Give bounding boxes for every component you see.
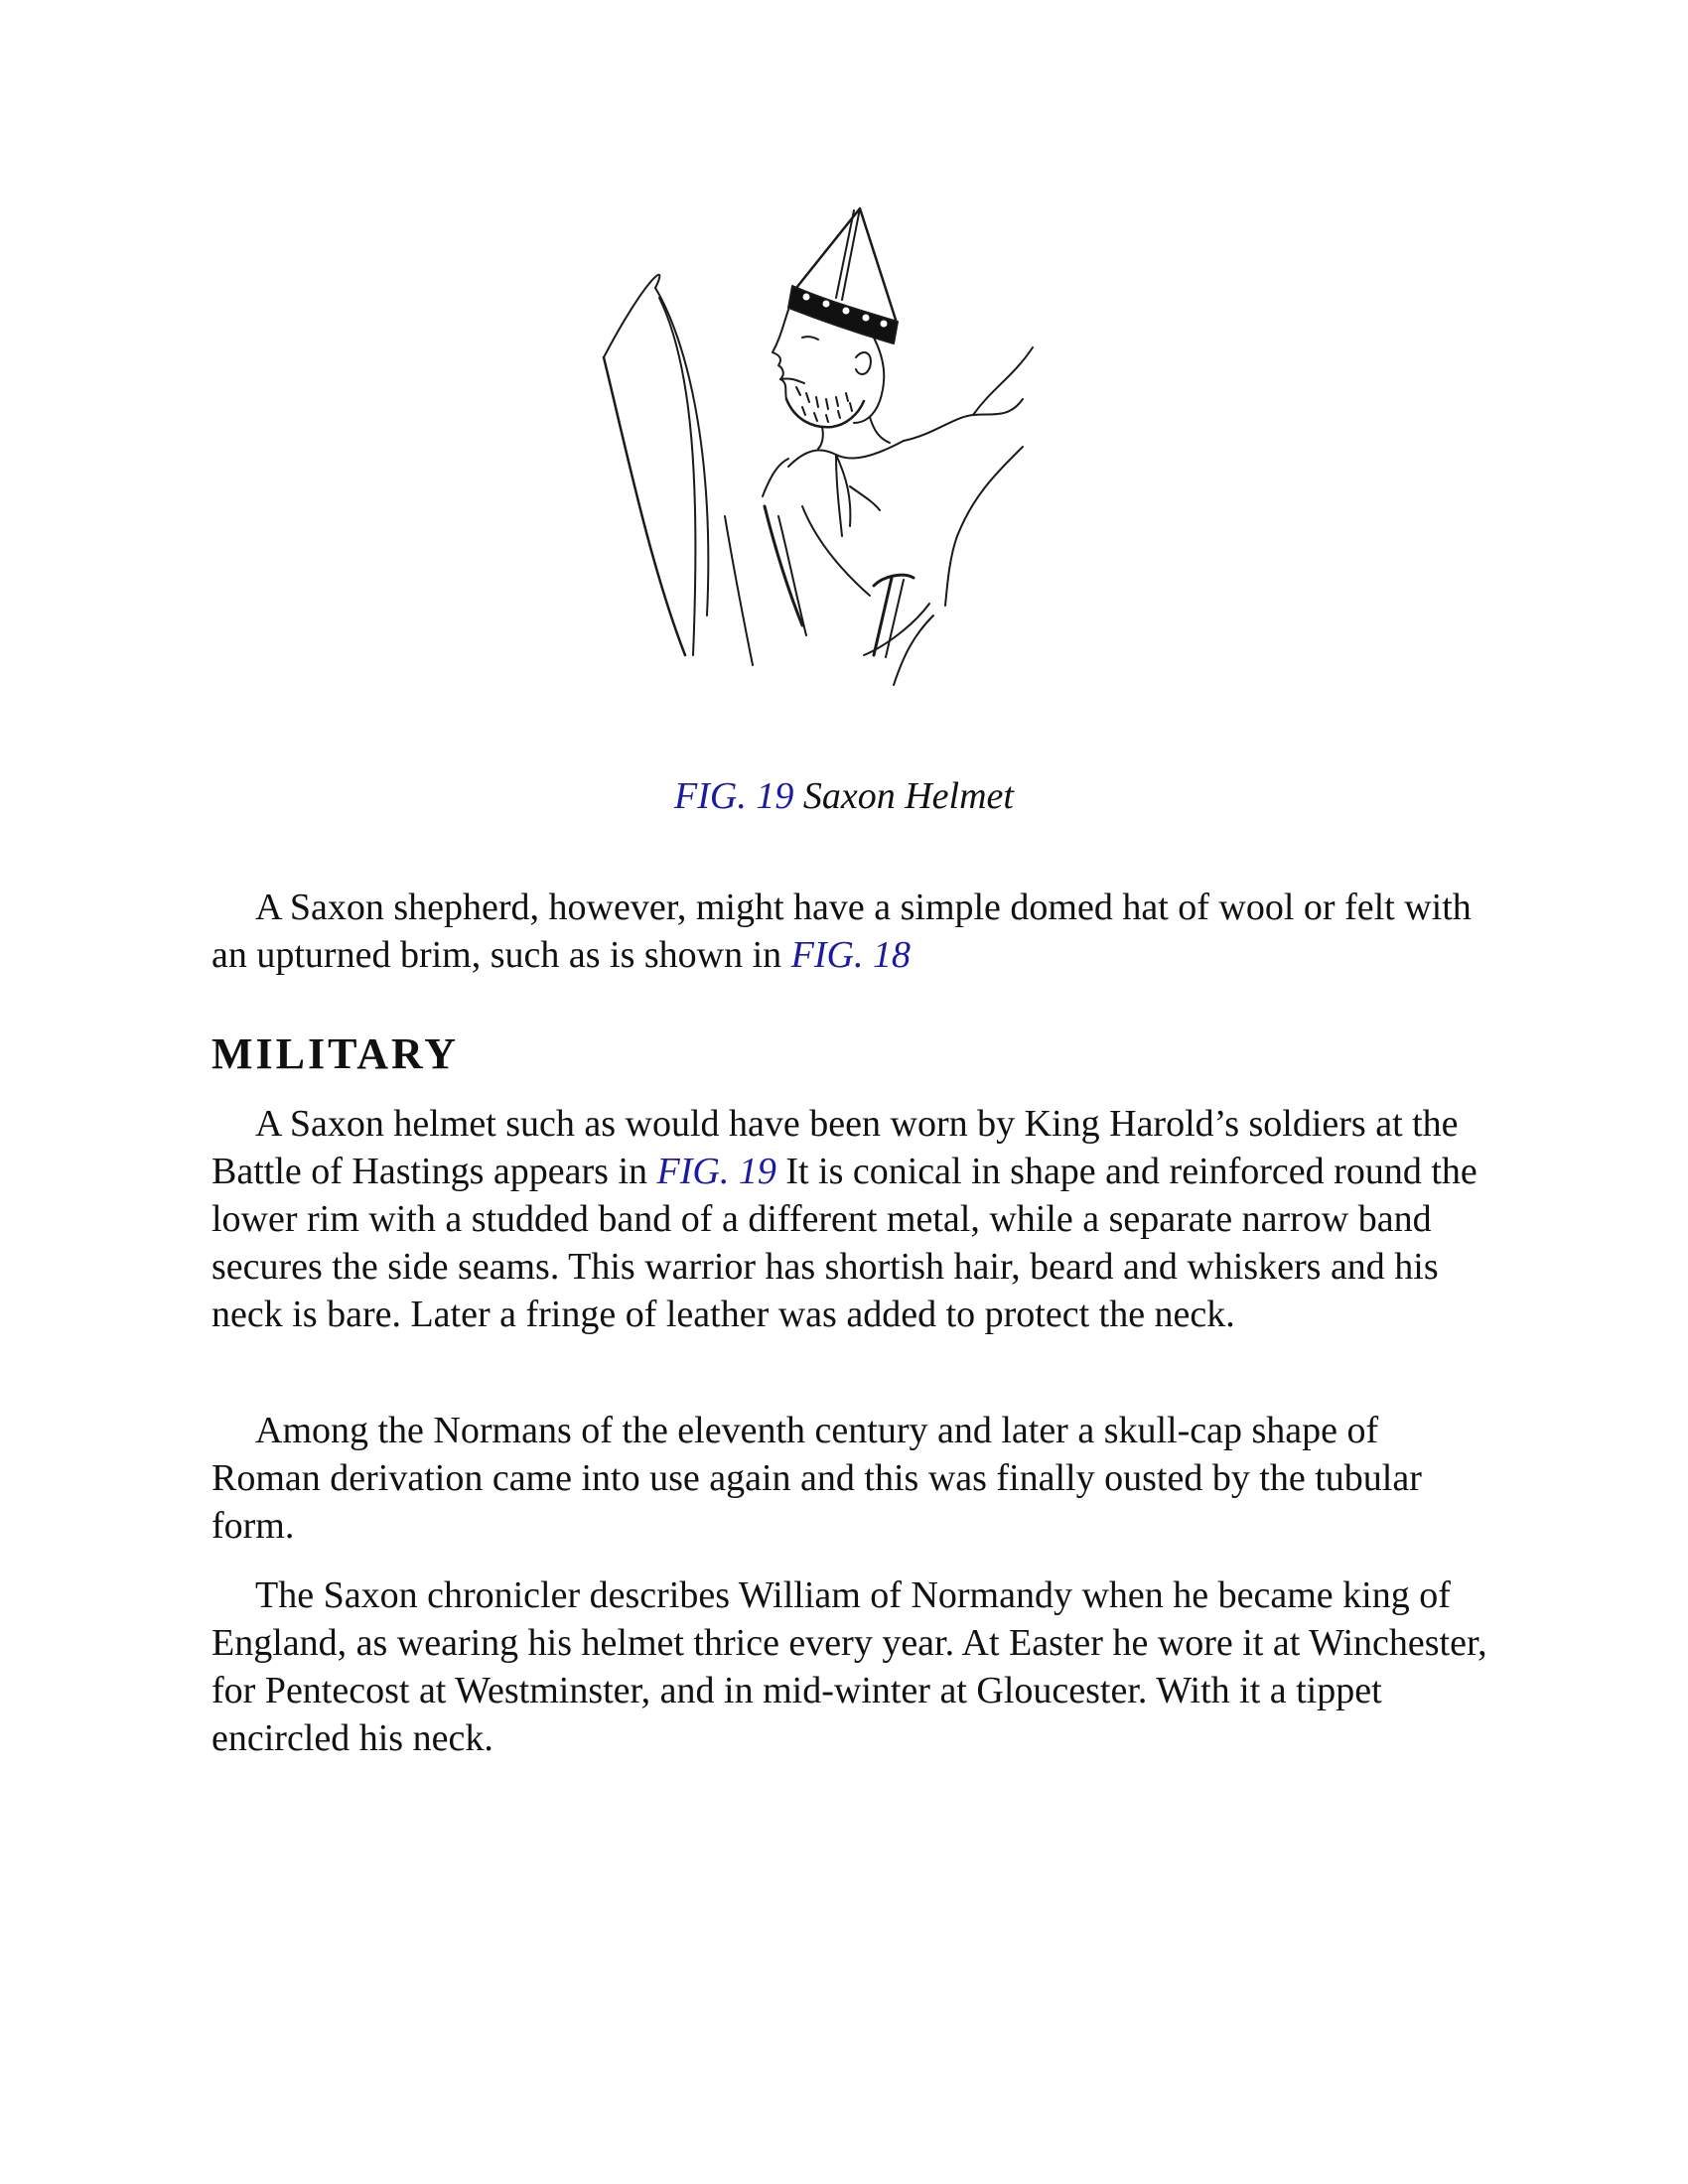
paragraph-3-text: Among the Normans of the eleventh century and later a skull-cap shape of Roman derivation came into use again and this was finally ousted by the tubular form. [211,1410,1422,1547]
saxon-helmet-illustration [576,189,1092,725]
paragraph-william-of-normandy [211,1571,1492,1762]
paragraph-norman-skull-cap [211,1407,1492,1550]
paragraph-2-after-link: It is conical in shape and reinforced round the lower rim with a studded band of a different metal, while a separate narrow band secures the side seams. This warrior has shortish hair, beard and whiskers and his neck is bare. Later a fringe of leather was added to protect the neck. [211,1151,1477,1335]
paragraph-saxon-helmet [211,1100,1492,1338]
paragraph-1-text: A Saxon shepherd, however, might have a simple domed hat of wool or felt with an upturned brim, such as is shown in [211,887,1472,976]
figure-caption-link[interactable]: FIG. 19 [674,775,794,817]
fig-19-link[interactable]: FIG. 19 [656,1151,776,1192]
paragraph-2-before-link: A Saxon helmet such as would have been worn by King Harold’s soldiers at the Battle of Hastings appears in [211,1103,1459,1192]
figure-caption [0,772,1688,820]
section-heading-military: MILITARY [211,1029,459,1078]
fig-18-link[interactable]: FIG. 18 [790,934,911,976]
figure-caption-title: Saxon Helmet [793,775,1014,817]
paragraph-4-text: The Saxon chronicler describes William of Normandy when he became king of England, as wearing his helmet thrice every year. At Easter he wore it at Winchester, for Pentecost at Westminster, and in mid-winter at Gloucester. With it a tippet encircled his neck. [211,1574,1487,1759]
paragraph-shepherd-hat [211,884,1492,979]
